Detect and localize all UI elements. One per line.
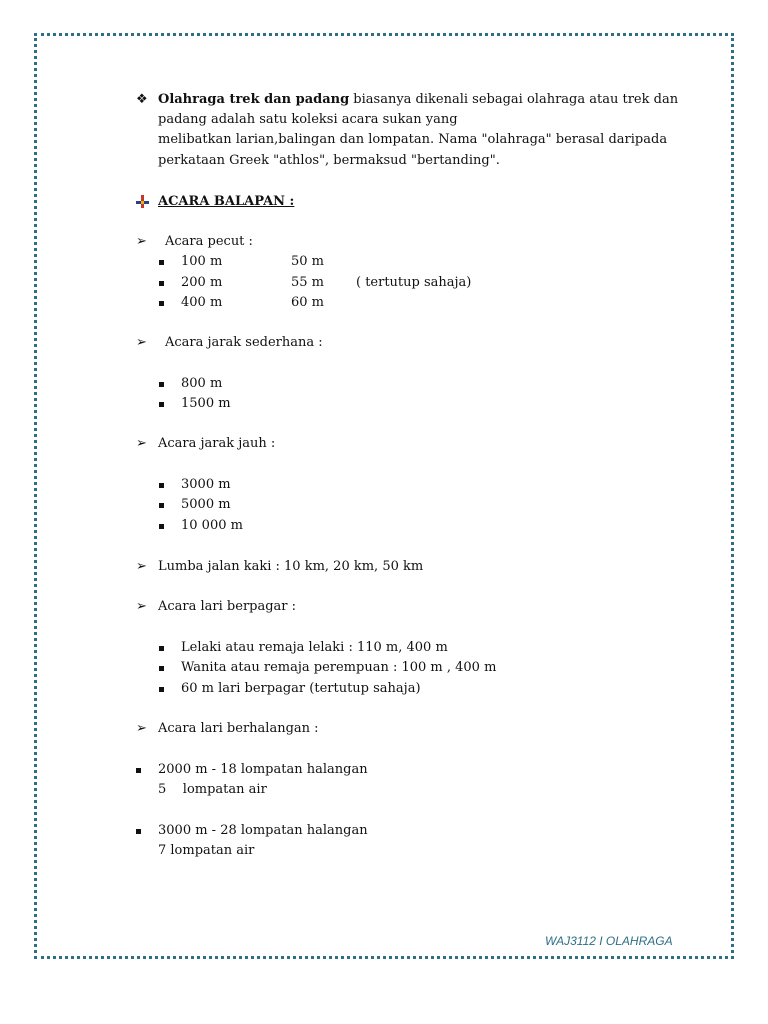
arrow-bullet-icon: ➢ (136, 599, 147, 614)
jauh-item-1: 3000 m (181, 477, 231, 492)
jauh-item-3: 10 000 m (181, 518, 243, 533)
sederhana-item-1: 800 m (181, 376, 223, 391)
berpagar-item-2: Wanita atau remaja perempuan : 100 m , 400 m (181, 660, 497, 675)
sederhana-title: Acara jarak sederhana : (165, 335, 323, 350)
square-bullet-icon (159, 687, 164, 692)
intro-line1-rest: biasanya dikenali sebagai olahraga atau trek dan (349, 92, 679, 107)
square-bullet-icon (159, 503, 164, 508)
square-bullet-icon (159, 382, 164, 387)
pecut-row-3-a: 400 m (181, 295, 223, 310)
arrow-bullet-icon: ➢ (136, 721, 147, 736)
intro-line-2: padang adalah satu koleksi acara sukan yang (158, 112, 458, 127)
intro-bold-term: Olahraga trek dan padang (158, 92, 350, 107)
square-bullet-icon (159, 646, 164, 651)
pecut-row-3-b: 60 m (291, 295, 325, 310)
pecut-row-2-note: ( tertutup sahaja) (356, 275, 472, 290)
berhalangan-title: Acara lari berhalangan : (158, 721, 319, 736)
intro-line-1 (158, 91, 678, 109)
berpagar-title: Acara lari berpagar : (158, 599, 297, 614)
intro-line-3: melibatkan larian,balingan dan lompatan. Nama "olahraga" berasal daripada (158, 132, 668, 147)
lumba-line: Lumba jalan kaki : 10 km, 20 km, 50 km (158, 559, 424, 574)
berpagar-item-1: Lelaki atau remaja lelaki : 110 m, 400 m (181, 640, 448, 655)
pecut-title: Acara pecut : (165, 234, 253, 249)
pecut-row-2-a: 200 m (181, 275, 223, 290)
page-footer: WAJ3112 I OLAHRAGA (545, 934, 673, 948)
intro-line-4: perkataan Greek "athlos", bermaksud "bertanding". (158, 153, 500, 168)
arrow-bullet-icon: ➢ (136, 234, 147, 249)
diamond-bullet-icon: ❖ (136, 92, 148, 107)
pecut-row-2-b: 55 m (291, 275, 325, 290)
arrow-bullet-icon: ➢ (136, 335, 147, 350)
jauh-title: Acara jarak jauh : (158, 436, 276, 451)
square-bullet-icon (159, 524, 164, 529)
jauh-item-2: 5000 m (181, 497, 231, 512)
berhalangan-item-1-line-1: 2000 m - 18 lompatan halangan (158, 762, 368, 777)
berhalangan-item-2-line-1: 3000 m - 28 lompatan halangan (158, 823, 368, 838)
page-border (34, 33, 734, 959)
berpagar-item-3: 60 m lari berpagar (tertutup sahaja) (181, 681, 421, 696)
square-bullet-icon (159, 260, 164, 265)
section-heading: ACARA BALAPAN : (158, 194, 295, 209)
arrow-bullet-icon: ➢ (136, 436, 147, 451)
square-bullet-icon (159, 402, 164, 407)
cross-bullet-icon (136, 195, 149, 208)
square-bullet-icon (159, 281, 164, 286)
square-bullet-icon (159, 301, 164, 306)
square-bullet-icon (136, 768, 141, 773)
arrow-bullet-icon: ➢ (136, 559, 147, 574)
pecut-row-1-a: 100 m (181, 254, 223, 269)
square-bullet-icon (159, 666, 164, 671)
sederhana-item-2: 1500 m (181, 396, 231, 411)
berhalangan-item-2-line-2: 7 lompatan air (158, 843, 255, 858)
square-bullet-icon (136, 829, 141, 834)
square-bullet-icon (159, 483, 164, 488)
pecut-row-1-b: 50 m (291, 254, 325, 269)
berhalangan-item-1-line-2: 5 lompatan air (158, 782, 267, 797)
